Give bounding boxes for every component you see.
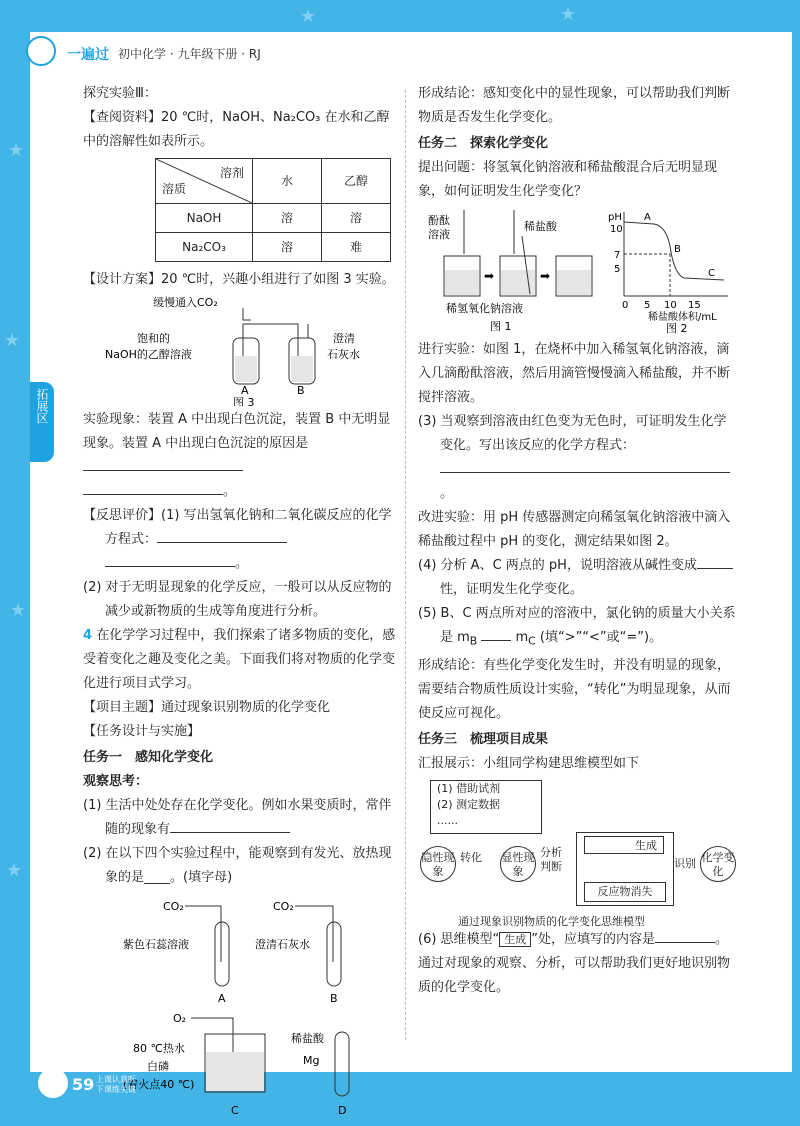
q6-tail: ”处，应填写的内容是 <box>531 931 656 947</box>
answer-blank[interactable] <box>83 456 243 471</box>
star-decoration: ★ <box>10 600 27 621</box>
cell-ethanol: 难 <box>322 233 391 262</box>
header-ethanol: 乙醇 <box>322 159 391 204</box>
task3-title: 任务三 梳理项目成果 <box>418 731 549 747</box>
fig1-solution: 溶液 <box>428 228 450 241</box>
project-theme: 【项目主题】通过现象识别物质的化学变化 <box>83 700 331 715</box>
fig2-point-c: C <box>708 268 715 279</box>
q2: (2) 在以下四个实验过程中，能观察到有发光、放热现象的是____。(填字母) <box>83 846 392 885</box>
star-decoration: ★ <box>560 4 577 25</box>
fig2-ytick: 7 <box>614 250 621 261</box>
task-impl: 【任务设计与实施】 <box>83 724 201 739</box>
side-tab <box>30 382 54 462</box>
model-analyze: 分析判断 <box>540 845 562 873</box>
model-caption: 通过现象识别物质的化学变化思维模型 <box>458 914 645 928</box>
answer-blank[interactable] <box>83 480 223 495</box>
task1-title: 任务一 感知化学变化 <box>83 750 214 765</box>
fig-d-mg: Mg <box>303 1054 320 1067</box>
page-number: 59 <box>72 1075 95 1094</box>
fig1-hcl: 稀盐酸 <box>524 220 557 233</box>
q6: (6) 思维模型“ 生成 ”处，应填写的内容是 。 <box>418 928 738 952</box>
footer-slogan-2: 下课练关键 <box>96 1085 136 1094</box>
fig-a-litmus: 紫色石蕊溶液 <box>123 938 189 951</box>
q4-intro <box>83 624 401 696</box>
reflect-1: 【反思评价】(1) 写出氢氧化钠和二氧化碳反应的化学方程式： 。 <box>83 508 392 571</box>
cell-ethanol: 溶 <box>322 204 391 233</box>
q3-body: (3) 当观察到溶液由红色变为无色时，可证明发生化学变化。写出该反应的化学方程式： <box>418 414 727 453</box>
answer-blank[interactable] <box>105 552 235 567</box>
procedure-text: 进行实验：如图 1，在烧杯中加入稀氢氧化钠溶液，滴入几滴酚酞溶液，然后用滴管慢慢滴入稀盐酸，并不断搅拌溶液。 <box>418 342 731 405</box>
q1 <box>83 794 401 842</box>
q5: (5) B、C 两点所对应的溶液中，氯化钠的质量大小关系是 $m_B$ $m_C$ (填“>”“<”或“=”)。 <box>418 606 736 648</box>
answer-blank[interactable] <box>157 528 287 543</box>
fig2-xlabel: 稀盐酸体积/mL <box>648 312 717 323</box>
cell-water: 溶 <box>253 204 322 233</box>
answer-blank[interactable] <box>697 554 733 569</box>
fig-a-label: A <box>218 992 226 1005</box>
q5-body: (5) B、C 两点所对应的溶液中，氯化钠的质量大小关系是 m <box>418 606 736 645</box>
fig-c-hot-water: 80 ℃热水 <box>133 1042 185 1055</box>
model-hints <box>430 780 542 834</box>
fig3-a: A <box>241 384 249 397</box>
q3: (3) 当观察到溶液由红色变为无色时，可证明发生化学变化。写出该反应的化学方程式： 。 <box>418 410 738 506</box>
observe-title: 观察思考： <box>83 774 149 789</box>
model-generate: 生成 <box>584 836 664 854</box>
model-hidden: 隐性现象 <box>420 846 456 882</box>
cell-solute: Na₂CO₃ <box>156 233 253 262</box>
column-divider <box>405 90 406 1040</box>
q6-body: (6) 思维模型“ <box>418 931 500 947</box>
q5-tail: (填“>”“<”或“=”)。 <box>539 630 663 645</box>
question-number: 4 <box>83 628 93 643</box>
model-identify: 识别 <box>674 856 696 870</box>
answer-blank[interactable] <box>170 818 290 833</box>
lookup-text: 【查阅资料】20 ℃时，NaOH、Na₂CO₃ 在水和乙醇中的溶解性如表所示。 <box>83 110 390 149</box>
fig-b-label: B <box>330 992 338 1005</box>
fig3-left-label-1: 饱和的 <box>137 332 170 345</box>
fig2-xtick: 0 <box>622 300 629 311</box>
solubility-table <box>155 158 391 262</box>
fig-c-white-p: 白磷 <box>147 1060 169 1073</box>
q4-tail: 性，证明发生化学变化。 <box>440 582 584 597</box>
fig-d-hcl: 稀盐酸 <box>291 1032 324 1045</box>
fig2-point-a: A <box>644 212 651 223</box>
question-text: 提出问题：将氢氧化钠溶液和稀盐酸混合后无明显现象，如何证明发生化学变化？ <box>418 160 718 199</box>
reflect-1-body: 【反思评价】(1) 写出氢氧化钠和二氧化碳反应的化学方程式： <box>83 508 392 547</box>
improve-text: 改进实验：用 pH 传感器测定向稀氢氧化钠溶液中滴入稀盐酸过程中 pH 的变化，测定结果如图 2。 <box>418 510 731 549</box>
cell-solute: NaOH <box>156 204 253 233</box>
reflect-2: (2) 对于无明显现象的化学反应，一般可以从反应物的减少或新物质的生成等角度进行分析。 <box>83 580 392 619</box>
cell-water: 溶 <box>253 233 322 262</box>
footer-mascot-icon <box>38 1068 68 1098</box>
q1-body: (1) 生活中处处存在化学变化。例如水果变质时，常伴随的现象有 <box>83 798 392 837</box>
course-title: 初中化学 · 九年级下册 · RJ <box>118 47 261 61</box>
fig-d-label: D <box>338 1104 347 1117</box>
exp3-title: 探究实验Ⅲ： <box>83 86 157 101</box>
arrow-icon: ➡ <box>540 269 551 283</box>
model-consume: 反应物消失 <box>584 882 666 902</box>
design-text: 【设计方案】20 ℃时，兴趣小组进行了如图 3 实验。 <box>83 272 395 287</box>
brand-name: 一遍过 <box>67 47 109 63</box>
q4-right <box>418 554 738 602</box>
fig3-caption: 图 3 <box>233 396 255 406</box>
fig-b-co2: CO₂ <box>273 900 294 913</box>
fig3-right-label-1: 澄清 <box>333 332 355 345</box>
model-transform: 转化 <box>460 850 482 864</box>
fig1-caption: 图 1 <box>490 320 512 333</box>
model-chem-change: 化学变化 <box>700 846 736 882</box>
star-decoration: ★ <box>300 6 317 27</box>
fig-c-ignition: (着火点40 ℃) <box>123 1078 195 1091</box>
answer-blank[interactable] <box>481 626 511 641</box>
phenomenon-text: 实验现象：装置 A 中出现白色沉淀，装置 B 中无明显现象。装置 A 中出现白色沉淀的原因是 。 <box>83 412 391 499</box>
fig1-phenol: 酚酞 <box>428 214 450 227</box>
table-corner <box>156 159 253 204</box>
side-tab-label: 拓展区 <box>35 388 49 424</box>
thinking-model <box>418 776 738 928</box>
star-decoration: ★ <box>6 860 23 881</box>
fig3-left-label-2: NaOH的乙醇溶液 <box>105 348 192 361</box>
fig-a-co2: CO₂ <box>163 900 184 913</box>
star-decoration: ★ <box>4 330 21 351</box>
q6-box: 生成 <box>499 932 531 947</box>
header <box>0 0 800 75</box>
star-decoration: ★ <box>8 140 25 161</box>
corner-solvent: 溶剂 <box>219 166 244 180</box>
right-column <box>418 82 738 1000</box>
fig3-b: B <box>297 384 305 397</box>
model-hint-3: ...... <box>437 813 458 827</box>
footer-slogan-1: 上课认真听 <box>96 1075 136 1084</box>
fig-b-limewater: 澄清石灰水 <box>255 938 310 951</box>
mascot-logo-icon <box>26 36 56 66</box>
fig2-ylabel: pH <box>608 212 622 223</box>
conclusion-1: 形成结论：感知变化中的显性现象，可以帮助我们判断物质是否发生化学变化。 <box>418 86 731 125</box>
ending-text: 通过对现象的观察、分析，可以帮助我们更好地识别物质的化学变化。 <box>418 955 731 995</box>
table-row <box>156 233 391 262</box>
fig1-naoh: 稀氢氧化钠溶液 <box>446 302 523 315</box>
fig3-right-label-2: 石灰水 <box>327 348 360 361</box>
fig2-caption: 图 2 <box>666 322 688 335</box>
figure-3-apparatus <box>83 294 401 406</box>
fig-c-label: C <box>231 1104 239 1117</box>
model-explicit: 显性现象 <box>500 846 536 882</box>
answer-blank[interactable] <box>655 928 715 943</box>
q4-intro-body: 在化学学习过程中，我们探索了诸多物质的变化，感受着变化之趣及变化之美。下面我们将对物质的化学变化进行项目式学习。 <box>83 628 396 691</box>
fig2-xtick: 5 <box>644 300 651 311</box>
answer-blank[interactable] <box>440 458 730 473</box>
model-hint-2: (2) 测定数据 <box>437 797 501 811</box>
fig-c-o2: O₂ <box>173 1012 187 1025</box>
fig2-xtick: 15 <box>688 300 701 311</box>
fig2-ytick: 10 <box>610 224 623 235</box>
table-row <box>156 204 391 233</box>
corner-solute: 溶质 <box>162 182 187 196</box>
report-text: 汇报展示：小组同学构建思维模型如下 <box>418 755 640 771</box>
fig2-point-b: B <box>674 244 681 255</box>
fig2-ytick: 5 <box>614 264 621 275</box>
task2-title: 任务二 探索化学变化 <box>418 136 549 151</box>
header-water: 水 <box>253 159 322 204</box>
arrow-icon: ➡ <box>484 269 495 283</box>
left-column <box>83 82 401 1126</box>
footer-slogan <box>96 1075 136 1095</box>
fig2-xtick: 10 <box>664 300 677 311</box>
model-hint-1: (1) 借助试剂 <box>437 781 501 795</box>
q4-body: (4) 分析 A、C 两点的 pH，说明溶液从碱性变成 <box>418 558 697 573</box>
fig3-gas-label: 缓慢通入CO₂ <box>153 296 218 309</box>
phenomenon-body: 实验现象：装置 A 中出现白色沉淀，装置 B 中无明显现象。装置 A 中出现白色沉淀的原因是 <box>83 412 391 451</box>
figures-1-2 <box>418 206 738 336</box>
conclusion-2: 形成结论：有些化学变化发生时，并没有明显的现象，需要结合物质性质设计实验，“转化”为明显现象，从而使反应可视化。 <box>418 657 731 721</box>
